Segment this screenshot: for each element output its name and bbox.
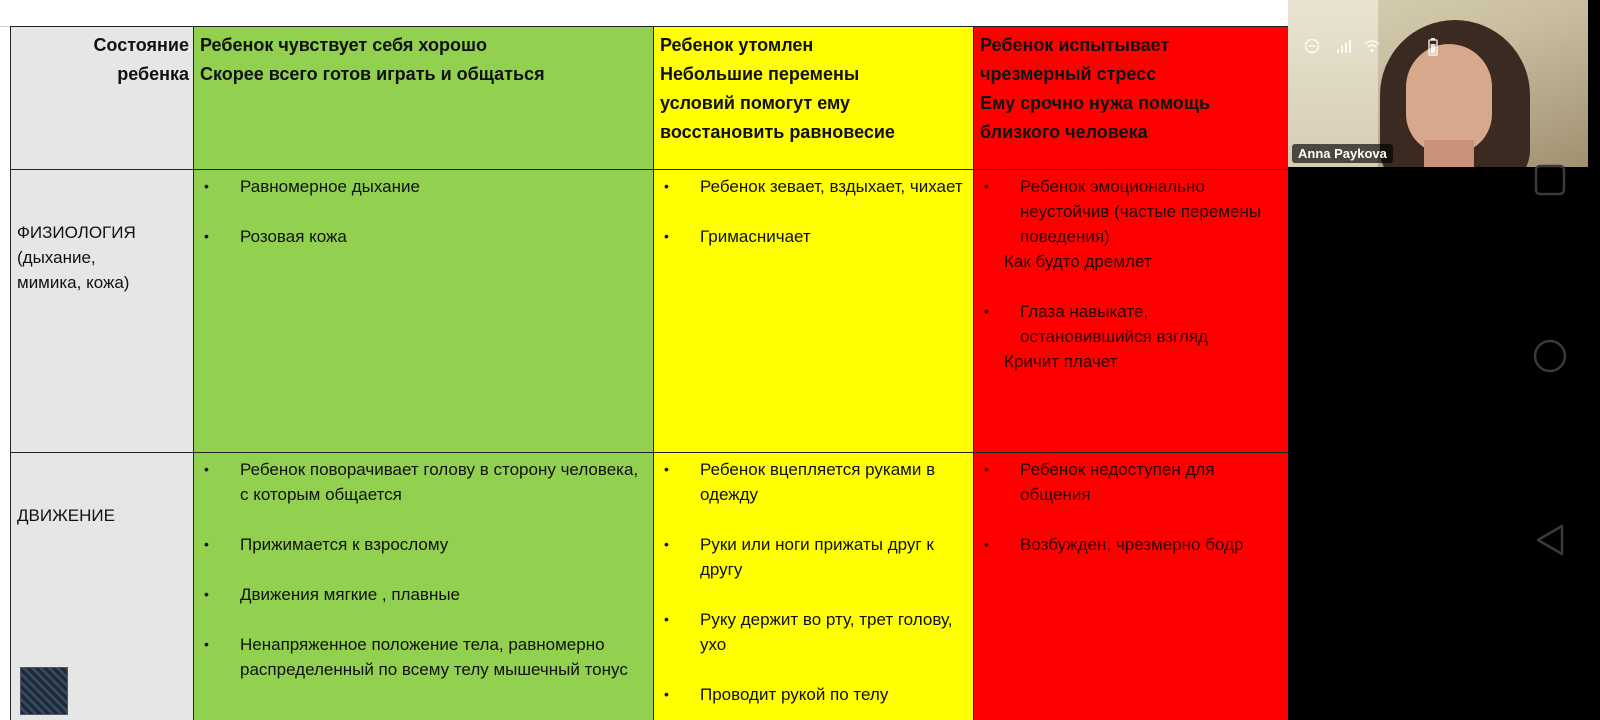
movement-red-list (974, 453, 1288, 557)
physiology-green-cell (194, 170, 654, 453)
movement-red-cell (974, 453, 1289, 720)
bullet-icon: • (664, 611, 669, 627)
list-item: • Ребенок поворачивает голову в сторону человека, с которым общается (200, 457, 647, 507)
list-item: • Глаза навыкате, остановившийся взгляд (980, 299, 1282, 349)
status-bar-icons (1288, 38, 1588, 58)
list-item: • Руки или ноги прижаты друг к другу (660, 532, 967, 582)
list-item: • Прижимается к взрослому (200, 532, 647, 557)
header-green-text: Ребенок чувствует себя хорошо Скорее всего готов играть и общаться (200, 35, 545, 84)
battery-icon (1428, 38, 1438, 60)
list-item: • Руку держит во рту, трет голову, ухо (660, 607, 967, 657)
physiology-yellow-list (654, 170, 973, 249)
physiology-yellow-cell (654, 170, 974, 453)
bullet-icon: • (664, 461, 669, 477)
list-item: • Возбужден, чрезмерно бодр (980, 532, 1282, 557)
back-icon[interactable] (1532, 522, 1568, 558)
list-item: • Равномерное дыхание (200, 174, 647, 199)
bullet-icon: • (664, 686, 669, 702)
bullet-icon: • (204, 536, 209, 552)
list-item: • Ребенок эмоционально неустойчив (частые перемены поведения) (980, 174, 1282, 249)
list-item: • Ребенок зевает, вздыхает, чихает (660, 174, 967, 199)
list-item-note: Кричит плачет (1004, 352, 1118, 371)
list-item: • Движения мягкие , плавные (200, 582, 647, 607)
list-item: • Проводит рукой по телу (660, 682, 967, 707)
do-not-disturb-icon (1304, 38, 1320, 58)
slide-top-strip (0, 0, 1288, 27)
bullet-icon: • (664, 536, 669, 552)
android-navigation-bar (1512, 150, 1588, 610)
home-icon[interactable] (1532, 338, 1568, 374)
physiology-red-cell (974, 170, 1289, 453)
movement-green-cell (194, 453, 654, 720)
list-item: • Розовая кожа (200, 224, 647, 249)
bullet-icon: • (204, 178, 209, 194)
recents-icon[interactable] (1532, 162, 1568, 198)
movement-green-list (194, 453, 653, 682)
list-item: • Ребенок недоступен для общения (980, 457, 1282, 507)
physiology-green-list (194, 170, 653, 249)
header-cell-red (974, 27, 1289, 170)
bullet-icon: • (204, 586, 209, 602)
bullet-icon: • (664, 228, 669, 244)
header-cell-label (11, 27, 194, 170)
bullet-icon: • (984, 303, 989, 319)
bullet-icon: • (984, 178, 989, 194)
bullet-icon: • (664, 178, 669, 194)
bullet-icon: • (984, 536, 989, 552)
participant-name-label: Anna Paykova (1292, 144, 1393, 163)
table-row-movement (11, 453, 1289, 720)
wifi-icon (1364, 38, 1380, 58)
list-item: • Гримасничает (660, 224, 967, 249)
bullet-icon: • (204, 636, 209, 652)
header-yellow-text: Ребенок утомлен Небольшие перемены условий помогут ему восстановить равновесие (660, 35, 895, 142)
movement-yellow-list (654, 453, 973, 707)
header-cell-yellow (654, 27, 974, 170)
participant-video-tile[interactable] (1288, 0, 1588, 167)
slide-logo (20, 667, 68, 715)
bullet-icon: • (204, 461, 209, 477)
child-state-table (10, 26, 1288, 720)
participant-face (1406, 44, 1492, 154)
list-item-note: Как будто дремлет (1004, 252, 1152, 271)
physiology-label-cell (11, 170, 194, 453)
signal-icon (1336, 38, 1352, 58)
physiology-red-list (974, 170, 1288, 249)
movement-label: ДВИЖЕНИЕ (17, 506, 115, 525)
bullet-icon: • (204, 228, 209, 244)
physiology-label: ФИЗИОЛОГИЯ (дыхание, мимика, кожа) (17, 223, 136, 292)
header-red-text: Ребенок испытывает чрезмерный стресс Ему срочно нужа помощь близкого человека (980, 35, 1211, 142)
header-cell-green (194, 27, 654, 170)
table-header-row (11, 27, 1289, 170)
list-item: • Ненапряженное положение тела, равномерно распределенный по всему телу мышечный тонус (200, 632, 647, 682)
video-background-window (1288, 0, 1378, 167)
table-row-physiology (11, 170, 1289, 453)
bullet-icon: • (984, 461, 989, 477)
movement-yellow-cell (654, 453, 974, 720)
list-item: • Ребенок вцепляется руками в одежду (660, 457, 967, 507)
header-label-text: Состояние ребенка (93, 35, 189, 84)
physiology-red-list-2 (974, 299, 1288, 349)
participant-neck (1424, 140, 1474, 167)
